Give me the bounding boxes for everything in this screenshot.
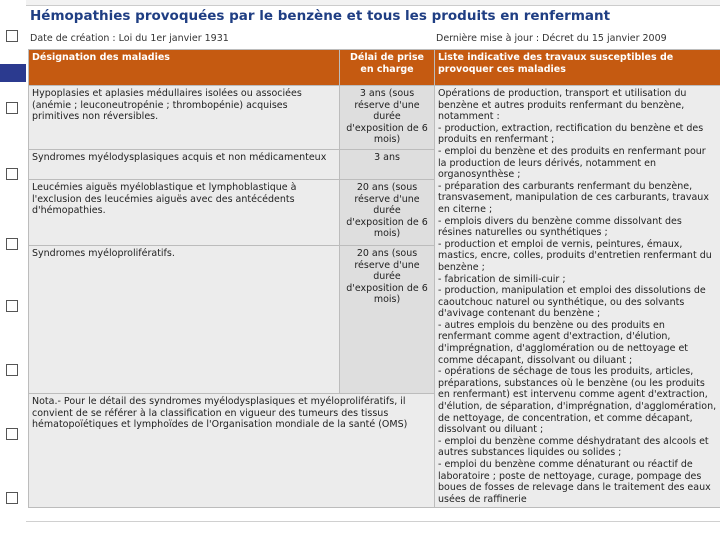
header-diseases: Désignation des maladies xyxy=(29,50,340,86)
works-line: - préparation des carburants renfermant du benzène, transvasement, manipulation de ces carburants, travaux en citerne ; xyxy=(438,180,709,215)
diseases-table xyxy=(28,49,720,508)
delay-cell: 3 ans (sous réserve d'une durée d'exposition de 6 mois) xyxy=(340,86,435,150)
creation-date: Date de création : Loi du 1er janvier 1931 xyxy=(30,33,229,44)
checkbox-icon[interactable] xyxy=(6,102,18,114)
works-line: Opérations de production, transport et utilisation du benzène et autres produits renfermant du benzène, notamment : xyxy=(438,88,687,123)
works-line: - opérations de séchage de tous les produits, articles, préparations, substances où le benzène (ou les produits en renfermant) est intervenu comme agent d'extraction, d'élution, de séparation, d'imprégnation, d'agglomération, de nettoyage, de concentration, et comme décapant, dissolvant ou diluant ; xyxy=(438,366,717,436)
document-page xyxy=(26,6,720,540)
disease-cell: Syndromes myélodysplasiques acquis et non médicamenteux xyxy=(29,150,340,180)
footer-divider xyxy=(26,521,720,522)
works-line: - emploi du benzène et des produits en renfermant pour la production de leurs dérivés, notamment en organosynthèse ; xyxy=(438,145,706,181)
last-update-date: Dernière mise à jour : Décret du 15 janvier 2009 xyxy=(436,33,667,44)
note-cell: Nota.- Pour le détail des syndromes myélodysplasiques et myéloprolifératifs, il convient de se référer à la classification en vigueur des tumeurs des tissus hématopoïétiques et lymphoïdes de l'Organisation mondiale de la santé (OMS) xyxy=(29,394,435,508)
delay-cell: 20 ans (sous réserve d'une durée d'exposition de 6 mois) xyxy=(340,180,435,246)
works-line: - emplois divers du benzène comme dissolvant des résines naturelles ou synthétiques ; xyxy=(438,215,682,239)
header-delay: Délai de prise en charge xyxy=(340,50,435,86)
checkbox-icon[interactable] xyxy=(6,238,18,250)
checkbox-icon[interactable] xyxy=(6,428,18,440)
checkbox-icon[interactable] xyxy=(6,30,18,42)
table-header-row xyxy=(29,50,720,86)
disease-cell: Hypoplasies et aplasies médullaires isolées ou associées (anémie ; leuconeutropénie ; thrombopénie) acquises primitives non réversibles. xyxy=(29,86,340,150)
checkbox-icon[interactable] xyxy=(6,168,18,180)
works-line: - autres emplois du benzène ou des produits en renfermant comme agent d'extraction, d'élution, d'imprégnation, d'agglomération ou de nettoyage et comme décapant, dissolvant ou diluant ; xyxy=(438,319,689,366)
checkbox-icon[interactable] xyxy=(6,300,18,312)
disease-cell: Leucémies aiguës myéloblastique et lymphoblastique à l'exclusion des leucémies aiguës avec des antécédents d'hémopathies. xyxy=(29,180,340,246)
works-line: - production et emploi de vernis, peintures, émaux, mastics, encre, colles, produits d'entretien renfermant du benzène ; xyxy=(438,238,712,273)
works-line: - production, manipulation et emploi des dissolutions de caoutchouc naturel ou synthétique, ou des solvants d'avivage contenant du benzène ; xyxy=(438,285,706,320)
left-sidebar xyxy=(0,0,26,540)
works-line: - emploi du benzène comme déshydratant des alcools et autres substances liquides ou solides ; xyxy=(438,435,709,459)
delay-cell: 20 ans (sous réserve d'une durée d'exposition de 6 mois) xyxy=(340,246,435,394)
works-cell xyxy=(435,86,720,508)
page-title: Hémopathies provoquées par le benzène et tous les produits en renfermant xyxy=(30,8,611,24)
disease-cell: Syndromes myéloprolifératifs. xyxy=(29,246,340,394)
checkbox-icon[interactable] xyxy=(6,492,18,504)
sidebar-accent-bar xyxy=(0,64,26,82)
table-row xyxy=(29,86,720,150)
checkbox-icon[interactable] xyxy=(6,364,18,376)
works-line: - fabrication de simili-cuir ; xyxy=(438,273,566,285)
header-works: Liste indicative des travaux susceptibles de provoquer ces maladies xyxy=(435,50,720,86)
works-line: - production, extraction, rectification du benzène et des produits en renfermant ; xyxy=(438,122,704,146)
works-line: - emploi du benzène comme dénaturant ou réactif de laboratoire ; poste de nettoyage, curage, pompage des boues de fosses de relevage dans le traitement des eaux usées de raffinerie xyxy=(438,459,711,505)
delay-cell: 3 ans xyxy=(340,150,435,180)
